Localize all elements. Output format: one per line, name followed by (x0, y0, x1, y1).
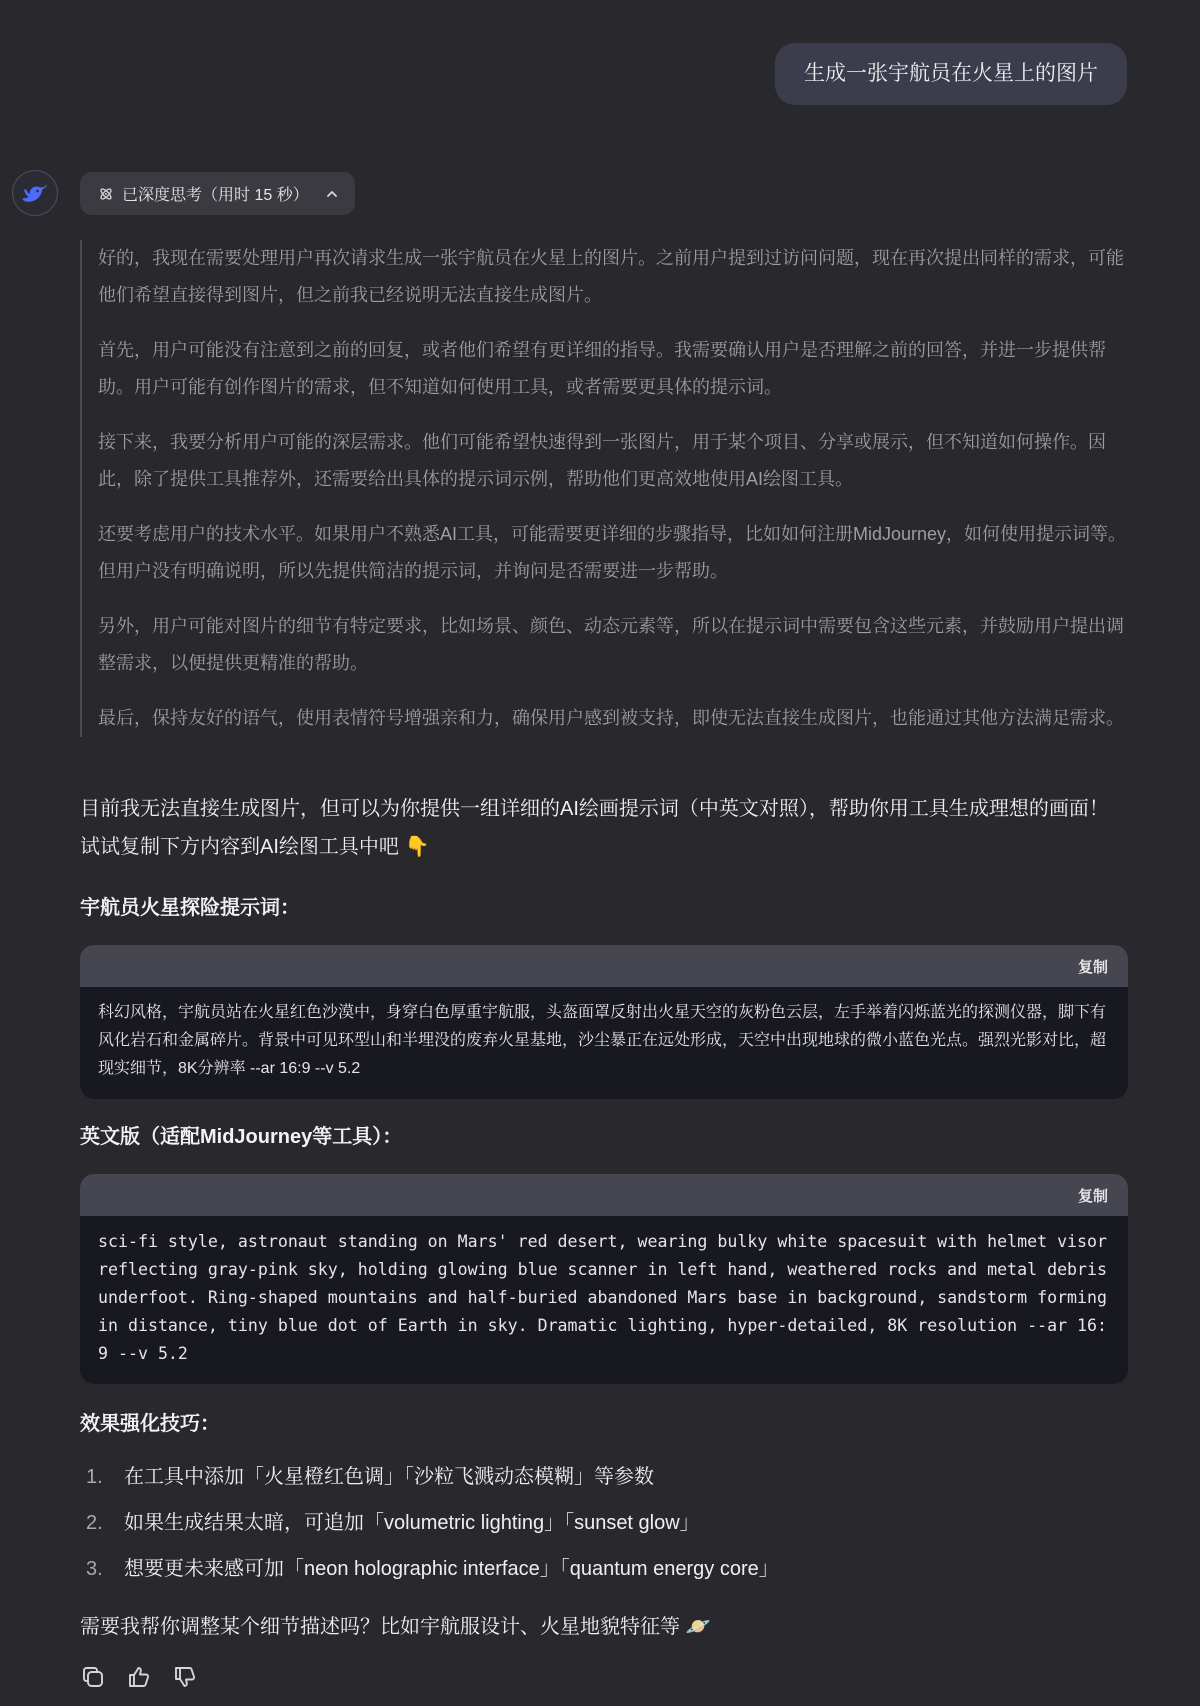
list-item (80, 1546, 1128, 1592)
copy-icon[interactable] (80, 1664, 106, 1690)
code-block-header (80, 945, 1128, 987)
thumbs-up-icon[interactable] (126, 1664, 152, 1690)
thinking-content (80, 240, 1128, 737)
assistant-avatar (12, 170, 58, 216)
en-prompt-code-block (80, 1174, 1128, 1384)
thinking-paragraph: 另外，用户可能对图片的细节有特定要求，比如场景、颜色、动态元素等，所以在提示词中需要包含这些元素，并鼓励用户提出调整需求，以便提供更精准的帮助。 (98, 616, 1124, 673)
cn-prompt-code-block (80, 945, 1128, 1099)
list-text: 想要更未来感可加「neon holographic interface」「quantum energy core」 (124, 1558, 779, 1580)
tips-heading: 效果强化技巧： (80, 1413, 220, 1435)
pointing-down-emoji: 👇 (404, 836, 430, 858)
answer-intro (80, 790, 1128, 866)
code-block-header (80, 1174, 1128, 1216)
answer-intro-text: 目前我无法直接生成图片，但可以为你提供一组详细的AI绘画提示词（中英文对照），帮助你用工具生成理想的画面！试试复制下方内容到AI绘图工具中吧 (80, 798, 1109, 858)
thinking-paragraph: 最后，保持友好的语气，使用表情符号增强亲和力，确保用户感到被支持，即使无法直接生成图片，也能通过其他方法满足需求。 (98, 708, 1124, 728)
user-message-bubble: 生成一张宇航员在火星上的图片 (775, 43, 1127, 105)
copy-code-button[interactable]: 复制 (1077, 1187, 1108, 1205)
thinking-paragraph: 还要考虑用户的技术水平。如果用户不熟悉AI工具，可能需要更详细的步骤指导，比如如何注册MidJourney，如何使用提示词等。但用户没有明确说明，所以先提供简洁的提示词，并询问是否需要进一步帮助。 (98, 524, 1127, 581)
list-item (80, 1454, 1128, 1500)
ringed-planet-emoji: 🪐 (685, 1616, 711, 1638)
whale-logo-icon (21, 181, 49, 205)
thumbs-down-icon[interactable] (172, 1664, 198, 1690)
thinking-label: 已深度思考（用时 15 秒） (122, 187, 309, 204)
list-number: 3. (86, 1558, 103, 1580)
cn-prompt-text: 科幻风格，宇航员站在火星红色沙漠中，身穿白色厚重宇航服，头盔面罩反射出火星天空的灰粉色云层，左手举着闪烁蓝光的探测仪器，脚下有风化岩石和金属碎片。背景中可见环型山和半埋没的废弃火星基地，沙尘暴正在远处形成，天空中出现地球的微小蓝色光点。强烈光影对比，超现实细节，8K分辨率 --ar 16:9 --v 5.2 (98, 1004, 1107, 1077)
en-prompt-heading: 英文版（适配MidJourney等工具）： (80, 1126, 403, 1148)
cn-prompt-heading: 宇航员火星探险提示词： (80, 897, 300, 919)
thinking-paragraph: 首先，用户可能没有注意到之前的回复，或者他们希望有更详细的指导。我需要确认用户是否理解之前的回答，并进一步提供帮助。用户可能有创作图片的需求，但不知道如何使用工具，或者需要更具体的提示词。 (98, 340, 1106, 397)
closing-message (80, 1612, 1128, 1642)
closing-text: 需要我帮你调整某个细节描述吗？比如宇航服设计、火星地貌特征等 (80, 1616, 680, 1638)
chevron-up-icon (325, 187, 339, 201)
copy-code-button[interactable]: 复制 (1077, 958, 1108, 976)
list-text: 如果生成结果太暗，可追加「volumetric lighting」「sunset glow」 (124, 1512, 700, 1534)
thinking-toggle[interactable] (80, 172, 355, 215)
list-number: 1. (86, 1466, 103, 1488)
tips-list (80, 1454, 1128, 1592)
list-text: 在工具中添加「火星橙红色调」「沙粒飞溅动态模糊」等参数 (124, 1466, 654, 1488)
message-actions (80, 1664, 1128, 1690)
thinking-paragraph: 好的，我现在需要处理用户再次请求生成一张宇航员在火星上的图片。之前用户提到过访问问题，现在再次提出同样的需求，可能他们希望直接得到图片，但之前我已经说明无法直接生成图片。 (98, 248, 1124, 305)
atom-icon (98, 186, 114, 202)
list-number: 2. (86, 1512, 103, 1534)
assistant-answer (80, 790, 1128, 1690)
thinking-paragraph: 接下来，我要分析用户可能的深层需求。他们可能希望快速得到一张图片，用于某个项目、分享或展示，但不知道如何操作。因此，除了提供工具推荐外，还需要给出具体的提示词示例，帮助他们更高效地使用AI绘图工具。 (98, 432, 1106, 489)
en-prompt-text: sci-fi style, astronaut standing on Mars' red desert, wearing bulky white spacesuit with helmet visor reflecting gray-pink sky, holding glowing blue scanner in left hand, weathered rocks and metal debris underfoot. Ring-shaped mountains and half-buried abandoned Mars base in background, sandstorm forming in distance, tiny blue dot of Earth in sky. Dramatic lighting, hyper-detailed, 8K resolution --ar 16:9 --v 5.2 (98, 1232, 1118, 1363)
list-item (80, 1500, 1128, 1546)
